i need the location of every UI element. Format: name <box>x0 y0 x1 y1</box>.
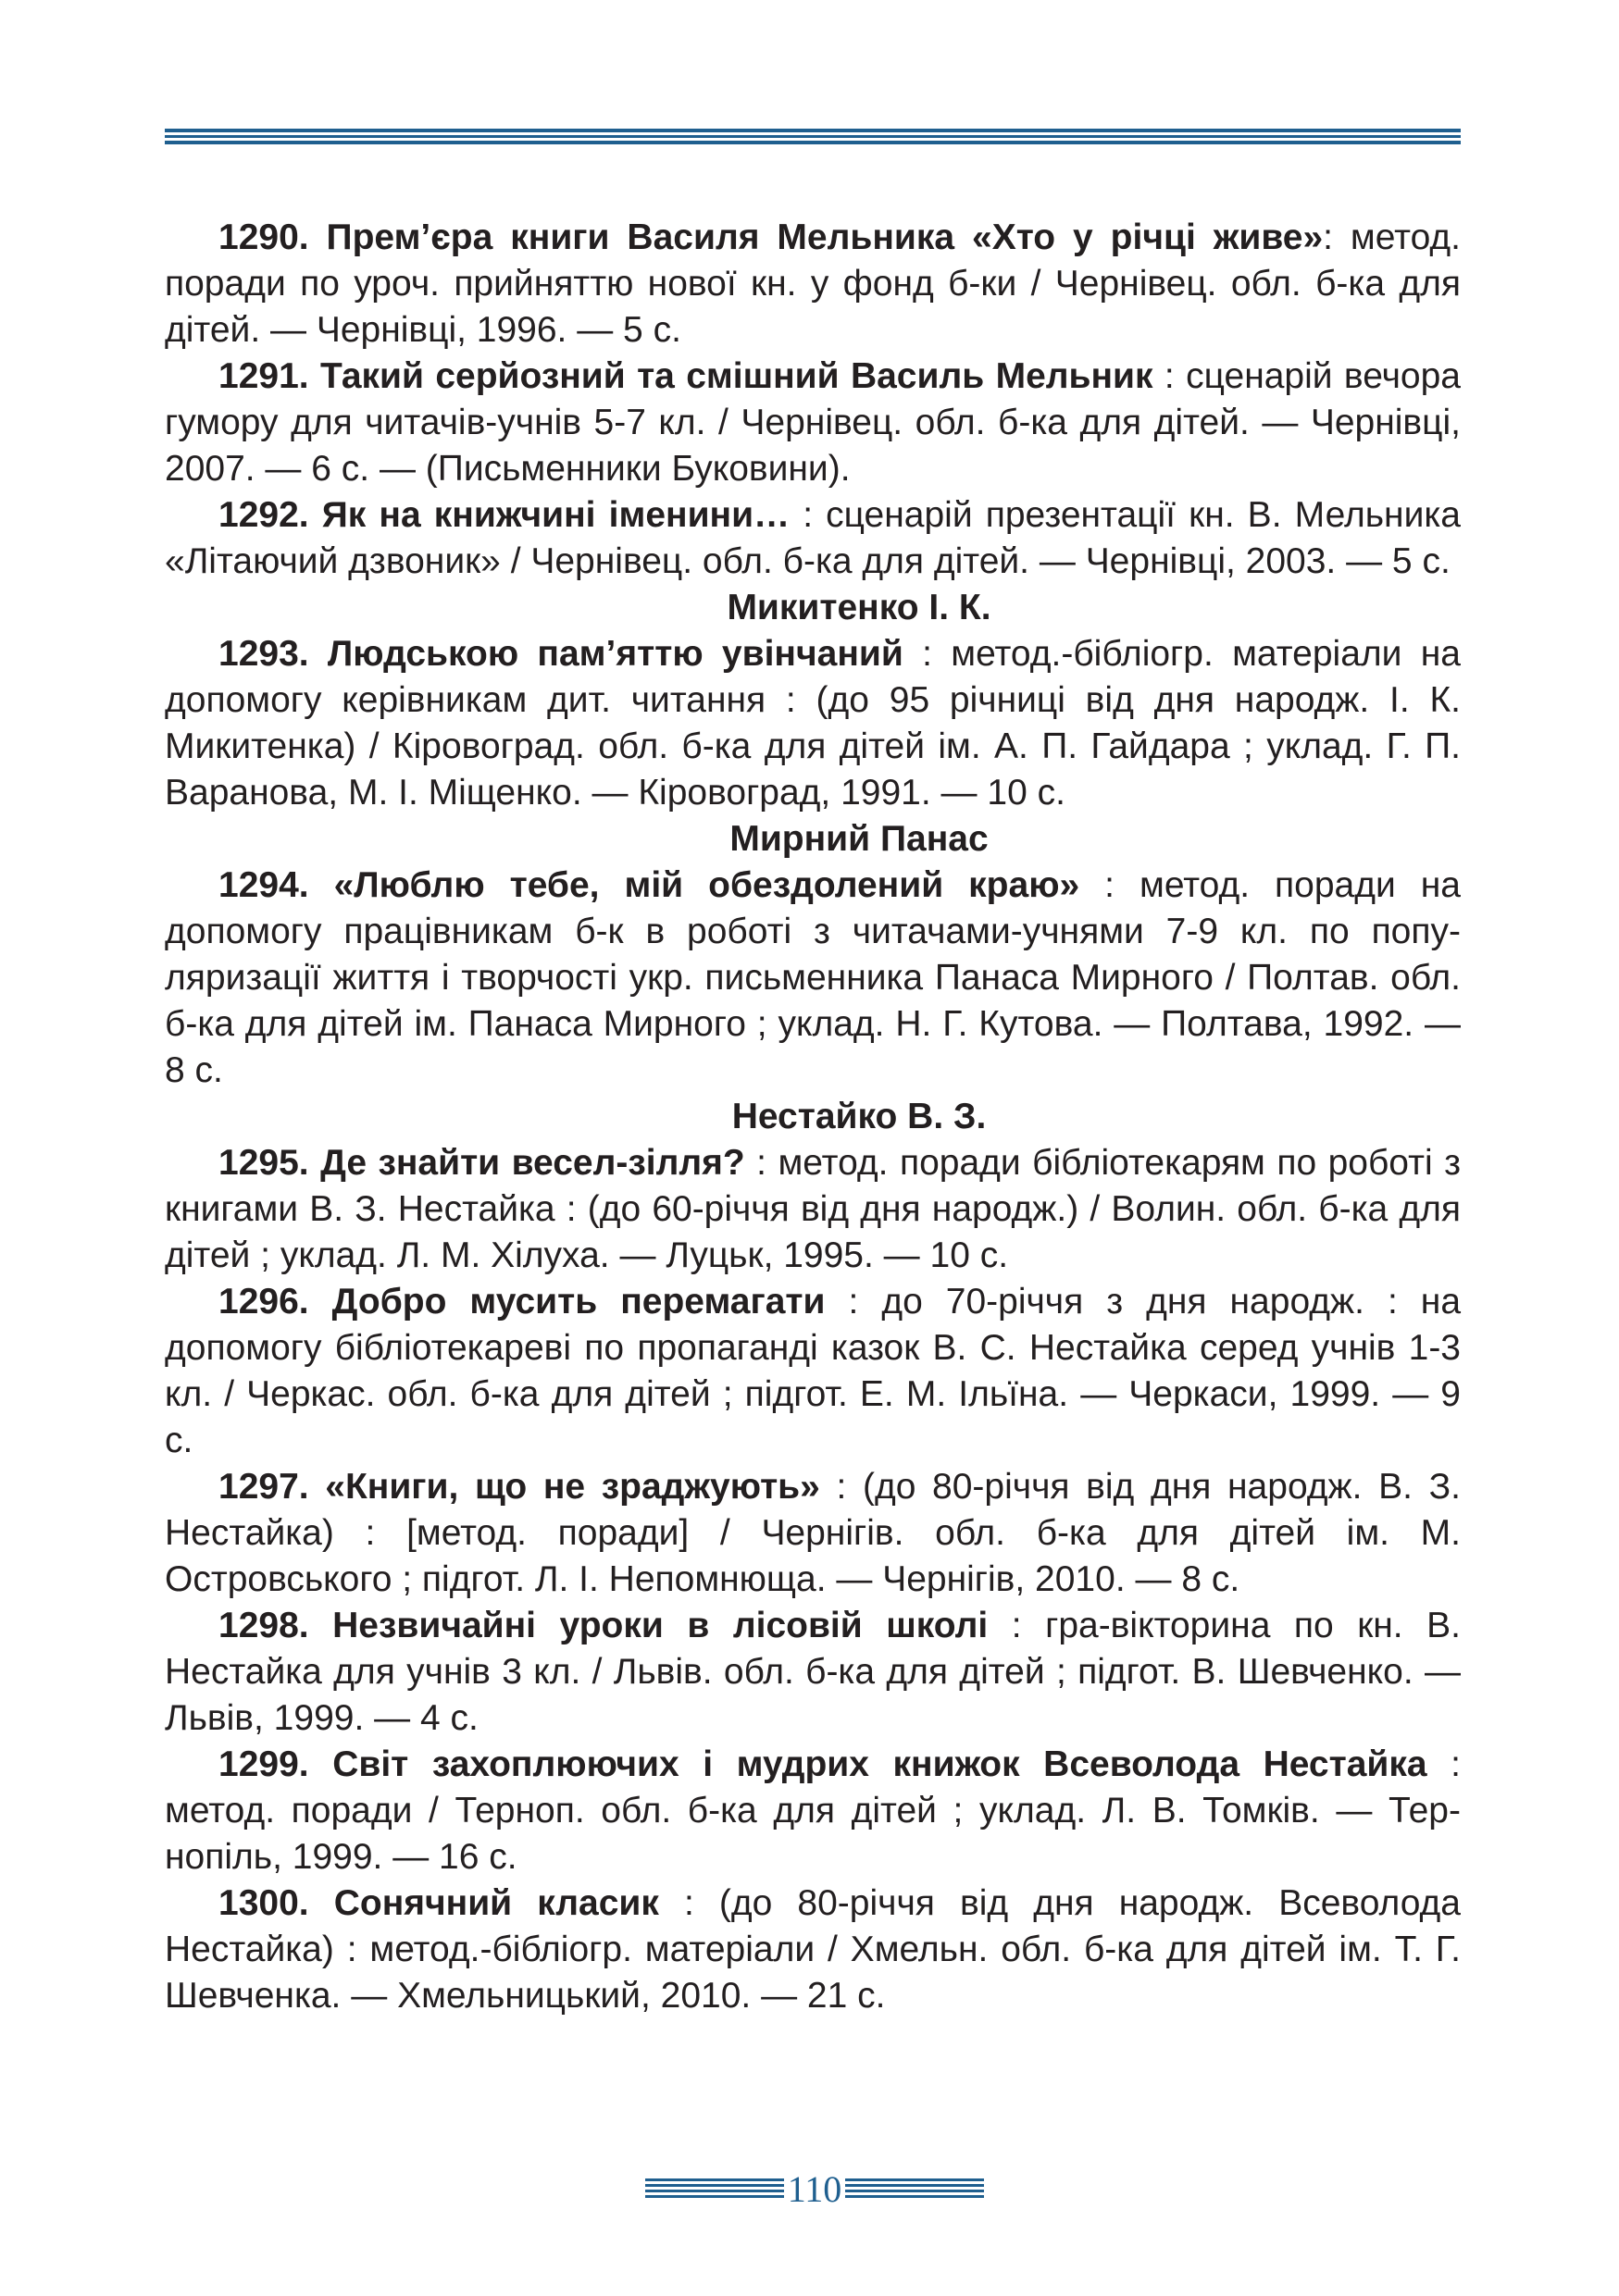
entry-number: 1291. <box>218 356 309 396</box>
entry-number: 1300. <box>218 1883 309 1923</box>
header-rule <box>165 129 1461 147</box>
entry-description: : метод.-бібліогр. матеріали на допомогу керівникам дит. читання : (до 95 річниці від дня народж. І. К. Микитенка) / Кіровоград. обл. б-ка для дітей ім. А. П. Гайдара ; уклад. Г. П. Варанова, М. І. Міщенко. — Кіровоград, 1991. — 10 с. <box>165 634 1461 813</box>
header-rule-line <box>165 129 1461 132</box>
header-rule-line <box>165 141 1461 144</box>
entry-description: : до 70-річчя з дня народж. : на допомогу бібліотекареві по пропаганді казок В. С. Нестайка серед учнів 1-3 кл. / Черкас. обл. б-ка для дітей ; підгот. Е. М. Ільїна. — Черкаси, 1999. — 9 с. <box>165 1282 1462 1460</box>
entry-description: : метод. поради / Терноп. обл. б-ка для дітей ; уклад. Л. В. Томків. — Тернопіль, 1999. — 16 с. <box>165 1744 1462 1877</box>
bibliography-entry <box>165 1603 1461 1742</box>
entry-number: 1290. <box>218 217 309 257</box>
entry-number: 1297. <box>218 1467 309 1507</box>
entry-description: : метод. поради бібліотекарям по роботі з книгами В. З. Нестайка : (до 60-річчя від дня народж.) / Волин. обл. б-ка для дітей ; уклад. Л. М. Хілуха. — Луцьк, 1995. — 10 с. <box>165 1143 1461 1275</box>
page-number: 110 <box>787 2168 842 2210</box>
entry-title: Добро мусить перемагати <box>331 1282 826 1322</box>
entry-number: 1296. <box>218 1282 309 1322</box>
footer-rule-left <box>645 2178 784 2201</box>
entry-title: Як на книжчині іменини… <box>321 495 791 535</box>
entry-description: : (до 80-річчя від дня народж. В. З. Нестайка) : [метод. поради] / Чернігів. обл. б-ка для дітей ім. М. Островського ; підгот. Л. І. Непомнюща. — Чернігів, 2010. — 8 с. <box>165 1467 1461 1599</box>
bibliography-entry <box>165 1742 1461 1880</box>
entry-number: 1293. <box>218 634 309 674</box>
bibliography-entry <box>165 863 1461 1094</box>
entry-description: : метод. поради на допомогу працівникам б-к в роботі з читачами-учнями 7-9 кл. по популяризації життя і творчості укр. письменника Панаса Мирного / Полтав. обл. б-ка для дітей ім. Панаса Мирного ; уклад. Н. Г. Кутова. — Полтава, 1992. — 8 с. <box>165 865 1461 1090</box>
bibliography-entry <box>165 215 1461 354</box>
entry-title: Прем’єра книги Василя Мельника «Хто у річці живе» <box>326 217 1324 257</box>
bibliography-entry <box>165 1464 1461 1603</box>
author-heading: Нестайко В. З. <box>731 1097 987 1136</box>
entry-title: «Книги, що не зраджують» <box>325 1467 820 1507</box>
bibliography-entry <box>165 1279 1461 1464</box>
entry-title: Сонячний класик <box>333 1883 659 1923</box>
author-heading: Микитенко І. К. <box>727 588 991 627</box>
entry-description: : сценарій презентації кн. В. Мельника «Літаючий дзвоник» / Чернівец. обл. б-ка для дітей. — Чернівці, 2003. — 5 с. <box>165 495 1461 581</box>
bibliography-entry <box>165 1140 1461 1279</box>
entry-number: 1299. <box>218 1744 309 1784</box>
entry-title: Людською пам’яттю увінчаний <box>327 634 903 674</box>
entry-title: «Люблю тебе, мій обездолений краю» <box>333 865 1080 905</box>
entry-number: 1298. <box>218 1606 309 1645</box>
entry-description: : (до 80-річчя від дня народж. Всеволода Нестайка) : метод.-бібліогр. матеріали / Хмельн. обл. б-ка для дітей ім. Т. Г. Шевченка. — Хмельницький, 2010. — 21 с. <box>165 1883 1461 2016</box>
author-heading: Мирний Панас <box>729 819 989 859</box>
entry-number: 1294. <box>218 865 309 905</box>
bibliography-entry <box>165 492 1461 585</box>
entry-description: : гра-вікторина по кн. В. Нестайка для учнів 3 кл. / Львів. обл. б-ка для дітей ; підгот. В. Шевченко. — Львів, 1999. — 4 с. <box>165 1606 1461 1738</box>
bibliography-content <box>165 215 1461 2019</box>
entry-title: Такий серйозний та смішний Василь Мельник <box>319 356 1153 396</box>
header-rule-line <box>165 135 1461 138</box>
entry-description: : сценарій вечора гумору для читачів-учнів 5-7 кл. / Чернівец. обл. б-ка для дітей. — Чернівці, 2007. — 6 с. — (Письменники Буковини). <box>165 356 1461 489</box>
entry-number: 1295. <box>218 1143 309 1183</box>
entry-title: Де знайти весел-зілля? <box>320 1143 745 1183</box>
entry-description: : метод. поради по уроч. прийняттю нової кн. у фонд б-ки / Чернівец. обл. б-ка для дітей. — Чернівці, 1996. — 5 с. <box>165 217 1461 350</box>
bibliography-entry <box>165 631 1461 816</box>
bibliography-entry <box>165 354 1461 492</box>
bibliography-entry <box>165 1880 1461 2019</box>
page-footer <box>639 2167 990 2212</box>
entry-title: Світ захоплюючих і мудрих книжок Всеволода Нестайка <box>332 1744 1427 1784</box>
footer-rule-right <box>845 2178 984 2201</box>
entry-number: 1292. <box>218 495 309 535</box>
entry-title: Незвичайні уроки в лісовій школі <box>332 1606 989 1645</box>
